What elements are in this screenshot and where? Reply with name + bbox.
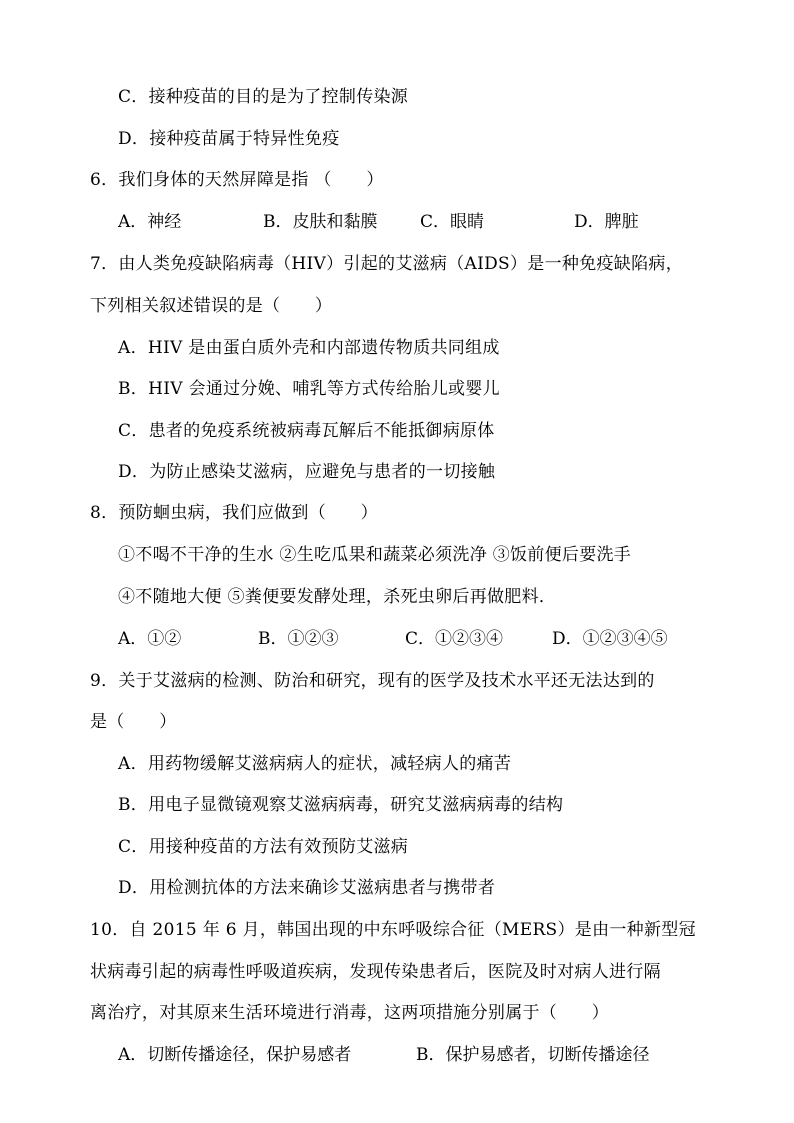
q9-option-d: D．用检测抗体的方法来确诊艾滋病患者与携带者 <box>118 878 496 898</box>
q7-option-c: C．患者的免疫系统被病毒瓦解后不能抵御病原体 <box>118 421 495 441</box>
q8-option-b: B．①②③ <box>258 629 339 649</box>
q9-stem-line1: 9．关于艾滋病的检测、防治和研究，现有的医学及技术水平还无法达到的 <box>90 671 655 691</box>
q6-stem: 6．我们身体的天然屏障是指 （ ） <box>90 170 384 190</box>
q5-option-d: D．接种疫苗属于特异性免疫 <box>118 129 340 149</box>
q8-measures-line2: ④不随地大便 ⑤粪便要发酵处理，杀死虫卵后再做肥料． <box>118 587 557 607</box>
q10-option-a: A．切断传播途径，保护易感者 <box>118 1045 352 1065</box>
q6-option-c: C．眼睛 <box>420 212 485 232</box>
q7-option-a: A．HIV 是由蛋白质外壳和内部遗传物质共同组成 <box>118 338 500 358</box>
q7-option-d: D．为防止感染艾滋病，应避免与患者的一切接触 <box>118 462 496 482</box>
q8-stem: 8．预防蛔虫病，我们应做到（ ） <box>90 503 378 523</box>
q10-option-b: B．保护易感者，切断传播途径 <box>416 1045 650 1065</box>
q7-option-b: B．HIV 会通过分娩、哺乳等方式传给胎儿或婴儿 <box>118 379 500 399</box>
q6-option-d: D．脾脏 <box>574 212 639 232</box>
q5-option-c: C．接种疫苗的目的是为了控制传染源 <box>118 87 409 107</box>
q7-stem-line1: 7．由人类免疫缺陷病毒（HIV）引起的艾滋病（AIDS）是一种免疫缺陷病， <box>90 254 683 274</box>
q8-option-d: D．①②③④⑤ <box>552 629 668 649</box>
q9-option-c: C．用接种疫苗的方法有效预防艾滋病 <box>118 837 409 857</box>
q6-option-b: B．皮肤和黏膜 <box>263 212 378 232</box>
q7-stem-line2: 下列相关叙述错误的是（ ） <box>90 296 333 316</box>
q6-option-a: A．神经 <box>118 212 182 232</box>
q9-option-b: B．用电子显微镜观察艾滋病病毒，研究艾滋病病毒的结构 <box>118 795 564 815</box>
q9-option-a: A．用药物缓解艾滋病病人的症状，减轻病人的痛苦 <box>118 754 512 774</box>
q10-stem-line3: 离治疗，对其原来生活环境进行消毒，这两项措施分别属于（ ） <box>90 1003 609 1023</box>
q10-stem-line1: 10．自 2015 年 6 月，韩国出现的中东呼吸综合征（MERS）是由一种新型冠 <box>90 920 696 940</box>
q10-stem-line2: 状病毒引起的病毒性呼吸道疾病，发现传染患者后，医院及时对病人进行隔 <box>90 962 661 982</box>
q9-stem-line2: 是（ ） <box>90 712 177 732</box>
q8-option-c: C．①②③④ <box>405 629 504 649</box>
q8-measures-line1: ①不喝不干净的生水 ②生吃瓜果和蔬菜必须洗净 ③饭前便后要洗手 <box>118 545 632 565</box>
q8-option-a: A．①② <box>118 629 182 649</box>
